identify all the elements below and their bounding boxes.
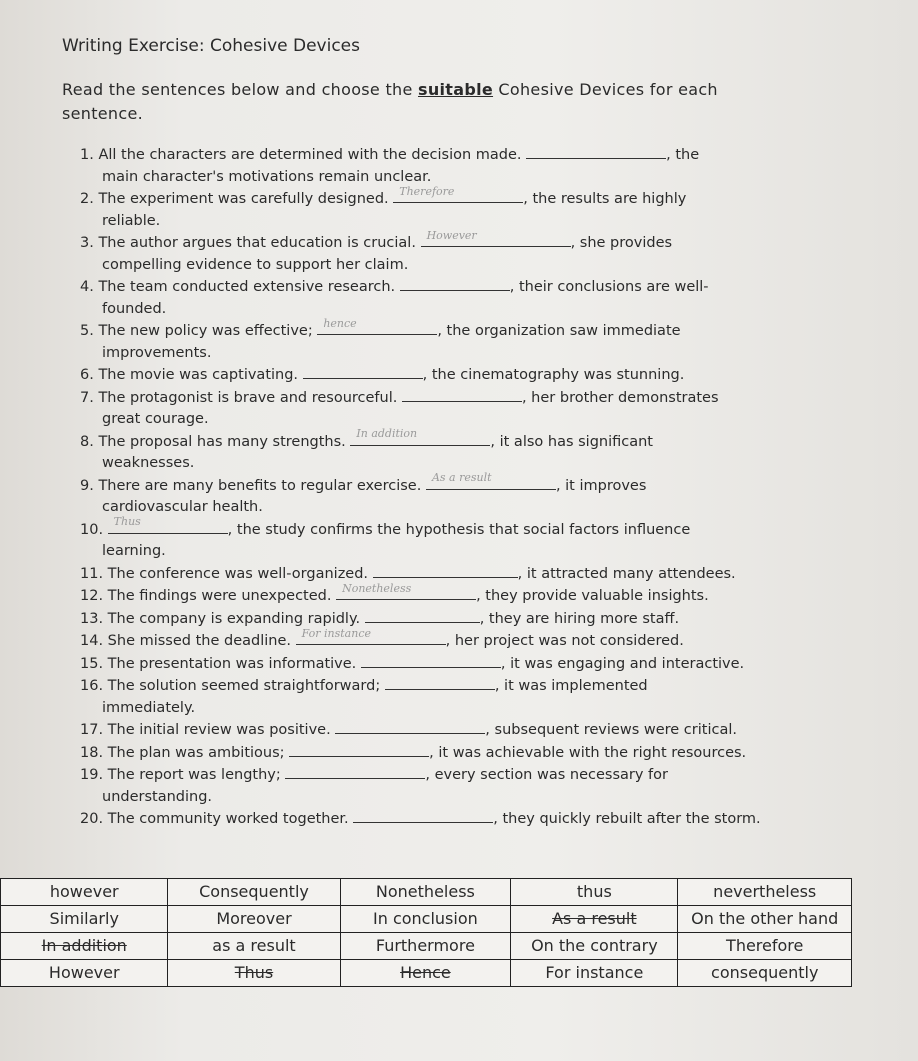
sentence-part-after: , it was achievable with the right resources. (429, 744, 747, 761)
sentence-part-before: The community worked together. (107, 811, 354, 827)
sentence-part-after: , the results are highly (523, 191, 687, 207)
sentence-part-before: All the characters are determined with the decision made. (98, 147, 527, 163)
sentence-continuation: cardiovascular health. (102, 499, 263, 515)
device-option-cell[interactable]: nevertheless (678, 879, 852, 906)
instructions-text-after: Cohesive Devices for each sentence. (62, 80, 718, 123)
devices-table-row (1, 879, 852, 906)
exercise-item (80, 471, 815, 498)
sentence-part-after: , the cinematography was stunning. (422, 367, 685, 383)
item-number: 12. (80, 588, 108, 604)
answer-blank[interactable] (303, 364, 423, 379)
exercise-item (80, 228, 815, 255)
answer-blank[interactable] (402, 387, 522, 402)
sentence-part-before: The solution seemed straightforward; (107, 678, 385, 694)
sentence-continuation: learning. (102, 543, 166, 559)
answer-blank[interactable] (393, 184, 523, 203)
answer-blank[interactable] (336, 581, 476, 600)
sentence-part-before: She missed the deadline. (107, 633, 296, 649)
sentence-part-before: The experiment was carefully designed. (98, 191, 394, 207)
item-number: 18. (80, 744, 108, 761)
sentence-part-after: , they provide valuable insights. (476, 588, 709, 604)
sentence-part-before: The presentation was informative. (107, 655, 361, 672)
exercise-item (80, 316, 815, 343)
handwritten-answer: As a result (431, 471, 492, 484)
exercise-list (80, 144, 815, 831)
item-number: 7. (80, 389, 99, 406)
sentence-continuation: reliable. (102, 212, 161, 229)
instructions (62, 78, 762, 126)
exercise-item (80, 427, 815, 454)
item-number: 20. (80, 811, 108, 827)
cohesive-devices-table (0, 878, 852, 987)
exercise-item (80, 675, 815, 698)
item-number: 13. (80, 610, 108, 627)
item-number: 5. (80, 323, 99, 339)
device-option-cell[interactable]: thus (511, 879, 678, 906)
exercise-item (80, 144, 815, 167)
sentence-part-after: , subsequent reviews were critical. (485, 722, 737, 738)
device-option-cell[interactable]: On the contrary (511, 933, 678, 960)
sentence-part-after: , every section was necessary for (425, 767, 668, 783)
exercise-item (80, 626, 815, 653)
instructions-text-before: Read the sentences below and choose the (62, 80, 418, 99)
sentence-part-before: The new policy was effective; (98, 323, 318, 339)
devices-table-row (1, 933, 852, 960)
handwritten-answer: Nonetheless (342, 581, 412, 595)
device-option-cell[interactable]: Therefore (678, 933, 852, 960)
sentence-continuation: immediately. (102, 699, 196, 716)
answer-blank[interactable] (400, 276, 510, 291)
answer-blank[interactable] (526, 144, 666, 159)
answer-blank[interactable] (289, 742, 429, 757)
sentence-part-before: The movie was captivating. (98, 367, 303, 383)
answer-blank[interactable] (365, 608, 480, 623)
item-number: 19. (80, 767, 108, 783)
handwritten-answer: However (426, 228, 477, 242)
device-option-cell[interactable]: consequently (678, 960, 852, 987)
sentence-part-after: , it improves (555, 477, 647, 494)
sentence-part-before: The initial review was positive. (107, 722, 336, 738)
answer-blank[interactable] (373, 563, 518, 578)
sentence-part-before: The company is expanding rapidly. (107, 610, 365, 627)
exercise-item (80, 764, 815, 787)
handwritten-answer: Therefore (399, 184, 455, 198)
device-option-cell[interactable]: as a result (168, 933, 340, 960)
item-number: 4. (80, 279, 99, 295)
sentence-part-before: The protagonist is brave and resourceful. (98, 389, 402, 406)
sentence-continuation: main character's motivations remain unclear. (102, 168, 432, 185)
sentence-part-before: The author argues that education is crucial. (98, 235, 421, 251)
device-option-cell[interactable]: For instance (511, 960, 678, 987)
answer-blank[interactable] (361, 653, 501, 668)
exercise-item (80, 608, 815, 631)
exercise-item (80, 387, 815, 410)
exercise-item (80, 808, 815, 831)
sentence-part-before: The report was lengthy; (107, 767, 286, 783)
handwritten-answer: In addition (356, 427, 418, 440)
item-number: 2. (80, 191, 99, 207)
device-option-cell[interactable]: Furthermore (340, 933, 511, 960)
sentence-part-after: , the organization saw immediate (437, 323, 681, 339)
item-number: 14. (80, 633, 108, 649)
sentence-continuation: understanding. (102, 788, 213, 805)
handwritten-answer: hence (323, 316, 357, 330)
device-option-cell[interactable]: As a result (511, 906, 678, 933)
device-option-cell[interactable]: In conclusion (340, 906, 511, 933)
device-option-cell[interactable]: In addition (1, 933, 168, 960)
sentence-part-before: The team conducted extensive research. (98, 279, 400, 295)
sentence-part-after: , the study confirms the hypothesis that social factors influence (227, 521, 691, 538)
item-number: 10. (80, 521, 108, 538)
instructions-underlined-word: suitable (418, 80, 494, 99)
sentence-part-before: The proposal has many strengths. (98, 433, 351, 450)
exercise-item (80, 742, 815, 765)
page-title: Writing Exercise: Cohesive Devices (62, 36, 360, 56)
exercise-item (80, 515, 815, 542)
handwritten-answer: For instance (301, 626, 371, 640)
sentence-part-before: The plan was ambitious; (107, 744, 290, 761)
answer-blank[interactable] (285, 764, 425, 779)
exercise-item (80, 581, 815, 608)
sentence-part-before: The findings were unexpected. (107, 588, 337, 604)
sentence-part-after: , it also has significant (490, 433, 653, 450)
item-number: 1. (80, 147, 99, 163)
sentence-part-before: There are many benefits to regular exercise. (98, 477, 426, 494)
item-number: 17. (80, 722, 108, 738)
item-number: 9. (80, 477, 99, 494)
device-option-cell[interactable]: Nonetheless (340, 879, 511, 906)
sentence-continuation: improvements. (102, 344, 212, 361)
answer-blank[interactable] (426, 471, 556, 490)
handwritten-answer: Thus (113, 515, 141, 528)
item-number: 6. (80, 367, 99, 383)
sentence-part-after: , she provides (570, 235, 673, 251)
item-number: 8. (80, 433, 99, 450)
answer-blank[interactable] (335, 719, 485, 734)
answer-blank[interactable] (108, 515, 228, 534)
sentence-part-after: , it was engaging and interactive. (500, 655, 745, 672)
item-number: 16. (80, 678, 108, 694)
answer-blank[interactable] (350, 427, 490, 446)
answer-blank[interactable] (296, 626, 446, 645)
device-option-cell[interactable]: however (1, 879, 168, 906)
answer-blank[interactable] (385, 675, 495, 690)
devices-table-row (1, 906, 852, 933)
device-option-cell[interactable]: Hence (340, 960, 511, 987)
answer-blank[interactable] (421, 228, 571, 247)
sentence-part-after: , the (666, 147, 700, 163)
exercise-item (80, 276, 815, 299)
device-option-cell[interactable]: Moreover (168, 906, 340, 933)
sentence-continuation: compelling evidence to support her claim. (102, 256, 409, 273)
sentence-part-after: , their conclusions are well- (509, 279, 709, 295)
exercise-item (80, 719, 815, 742)
device-option-cell[interactable]: Thus (168, 960, 340, 987)
sentence-part-after: , it attracted many attendees. (517, 565, 736, 582)
item-number: 11. (80, 565, 108, 582)
devices-table-row (1, 960, 852, 987)
sentence-continuation: founded. (102, 300, 167, 317)
sentence-continuation: weaknesses. (102, 455, 195, 471)
sentence-part-after: , it was implemented (494, 678, 648, 694)
sentence-part-before: The conference was well-organized. (107, 565, 373, 582)
device-option-cell[interactable]: However (1, 960, 168, 987)
device-option-cell[interactable]: On the other hand (678, 906, 852, 933)
item-number: 15. (80, 655, 108, 672)
sentence-part-after: , her brother demonstrates (521, 389, 719, 406)
sentence-continuation: great courage. (102, 411, 209, 427)
device-option-cell[interactable]: Similarly (1, 906, 168, 933)
exercise-item (80, 563, 815, 586)
device-option-cell[interactable]: Consequently (168, 879, 340, 906)
sentence-part-after: , they quickly rebuilt after the storm. (493, 811, 761, 827)
answer-blank[interactable] (317, 316, 437, 335)
answer-blank[interactable] (353, 808, 493, 823)
exercise-item (80, 184, 815, 211)
sentence-part-after: , her project was not considered. (445, 633, 684, 649)
item-number: 3. (80, 235, 99, 251)
sentence-part-after: , they are hiring more staff. (479, 610, 680, 627)
exercise-item (80, 364, 815, 387)
exercise-item (80, 653, 815, 676)
